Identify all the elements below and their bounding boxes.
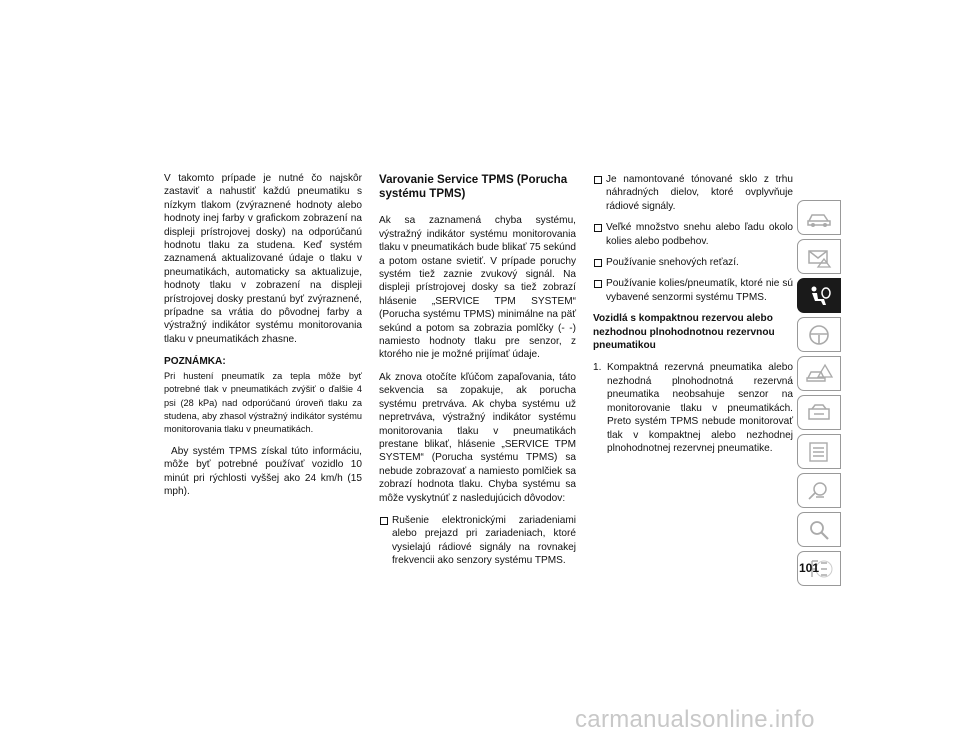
tab-search[interactable] <box>797 512 841 547</box>
hand-wrench-icon <box>804 479 834 503</box>
paragraph: Ak sa zaznamená chyba systému, výstražný indikátor systému monitorovania tlaku v pneumatikách bude blikať 75 sekúnd a potom ostane svietiť. V prípade poruchy systém tiež zaznie zvukový signál. Na displeji prístrojovej dosky sa tiež zobrazí hlásenie „SERVICE TPM SYSTEM“ (Porucha systému TPMS) minimálne na päť sekúnd a potom sa zobrazia pomlčky (- -) namiesto hodnoty tlaku pre senzor, z ktorého nie je možné prijímať údaje. <box>379 215 576 361</box>
bullet-box-icon <box>594 176 602 184</box>
item-number: 1. <box>593 362 602 374</box>
bullet-box-icon <box>594 224 602 232</box>
note-title: POZNÁMKA: <box>164 356 226 368</box>
tab-mail-warning[interactable] <box>797 239 841 274</box>
paragraph: Aby systém TPMS získal túto informáciu, môže byť potrebné používať vozidlo 10 minút pri rýchlosti vyššej ako 24 km/h (15 mph). <box>164 445 362 497</box>
numbered-item <box>593 361 793 455</box>
tab-hand-wrench[interactable] <box>797 473 841 508</box>
list-item <box>593 221 793 248</box>
steering-wheel-icon <box>804 323 834 347</box>
tab-car[interactable] <box>797 200 841 235</box>
car-tools-icon <box>804 401 834 425</box>
tab-warning-car[interactable] <box>797 356 841 391</box>
column-3 <box>593 173 793 455</box>
search-icon <box>804 518 834 542</box>
column-1 <box>164 172 362 507</box>
list-item-text: Používanie snehových reťazí. <box>606 257 739 269</box>
bullet-box-icon <box>380 517 388 525</box>
paragraph: Ak znova otočíte kľúčom zapaľovania, táto sekvencia sa zopakuje, ak porucha systému pretrváva. Ak chyba systému už nepretrváva, výstražný indikátor systému monitorovania tlaku v pneumatikách prestane blikať, hlásenie „SERVICE TPM SYSTEM“ (Porucha systému TPMS) sa nebude zobrazovať a namiesto pomlčiek sa zobrazí hodnota tlaku. Chyba systému sa môže vyskytnúť z nasledujúcich dôvodov: <box>379 371 576 504</box>
tab-list[interactable] <box>797 434 841 469</box>
car-icon <box>804 206 834 230</box>
tab-steering-wheel[interactable] <box>797 317 841 352</box>
list-item <box>593 173 793 213</box>
watermark: carmanualsonline.info <box>575 706 815 733</box>
subheading: Vozidlá s kompaktnou rezervou alebo nezhodnou plnohodnotnou rezervnou pneumatikou <box>593 313 775 352</box>
tab-airbag-seat[interactable] <box>797 278 841 313</box>
warning-car-icon <box>804 362 834 386</box>
list-item <box>593 256 793 269</box>
item-text: Kompaktná rezervná pneumatika alebo nezhodná plnohodnotná rezervná pneumatika neobsahuje senzor na monitorovanie tlaku v pneumatikách. Preto systém TPMS nebude monitorovať tlak v kompaktnej alebo nezhodnej plnohodnotnej rezervnej pneumatike. <box>607 362 793 454</box>
list-item <box>593 277 793 304</box>
airbag-seat-icon <box>804 284 834 308</box>
bullet-box-icon <box>594 259 602 267</box>
column-2 <box>379 173 576 576</box>
mail-warning-icon <box>804 245 834 269</box>
list-item-text: Veľké množstvo snehu alebo ľadu okolo kolies alebo podbehov. <box>606 222 793 247</box>
chapter-tabs <box>797 200 841 590</box>
page-number: 101 <box>799 561 820 575</box>
bullet-box-icon <box>594 280 602 288</box>
list-item-text: Používanie kolies/pneumatík, ktoré nie sú vybavené senzormi systému TPMS. <box>606 278 793 303</box>
section-heading: Varovanie Service TPMS (Porucha systému TPMS) <box>379 173 568 201</box>
list-item <box>379 514 576 568</box>
paragraph: V takomto prípade je nutné čo najskôr zastaviť a nahustiť každú pneumatiku s nízkym tlakom (zvýraznené hodnoty alebo hodnoty inej farby v grafickom zobrazení na displeji prístrojovej dosky) na odporúčanú hodnotu tlaku za studena. Keď systém zaznamená aktualizované údaje o tlaku v pneumatikách, automaticky sa aktualizuje, hodnoty tlaku v zobrazení na displeji prístrojovej dosky prestanú byť zvýraznené, prípadne sa vrátia do pôvodnej farby a výstražný indikátor systému monitorovania tlaku v pneumatikách zhasne. <box>164 173 362 345</box>
list-item-text: Rušenie elektronickými zariadeniami alebo prejazd pri zariadeniach, ktoré vysielajú rádiové signály na rovnakej frekvencii ako senzory systému TPMS. <box>392 514 576 567</box>
note-body: Pri hustení pneumatík za tepla môže byť potrebné tlak v pneumatikách zvýšiť o ďalšie 4 psi (28 kPa) nad odporúčanú úroveň tlaku za studena, aby zhasol výstražný indikátor systému monitorovania tlaku v pneumatikách. <box>164 370 362 435</box>
tab-car-tools[interactable] <box>797 395 841 430</box>
list-item-text: Je namontované tónované sklo z trhu náhradných dielov, ktoré ovplyvňuje rádiové signály. <box>606 174 793 212</box>
list-icon <box>804 440 834 464</box>
